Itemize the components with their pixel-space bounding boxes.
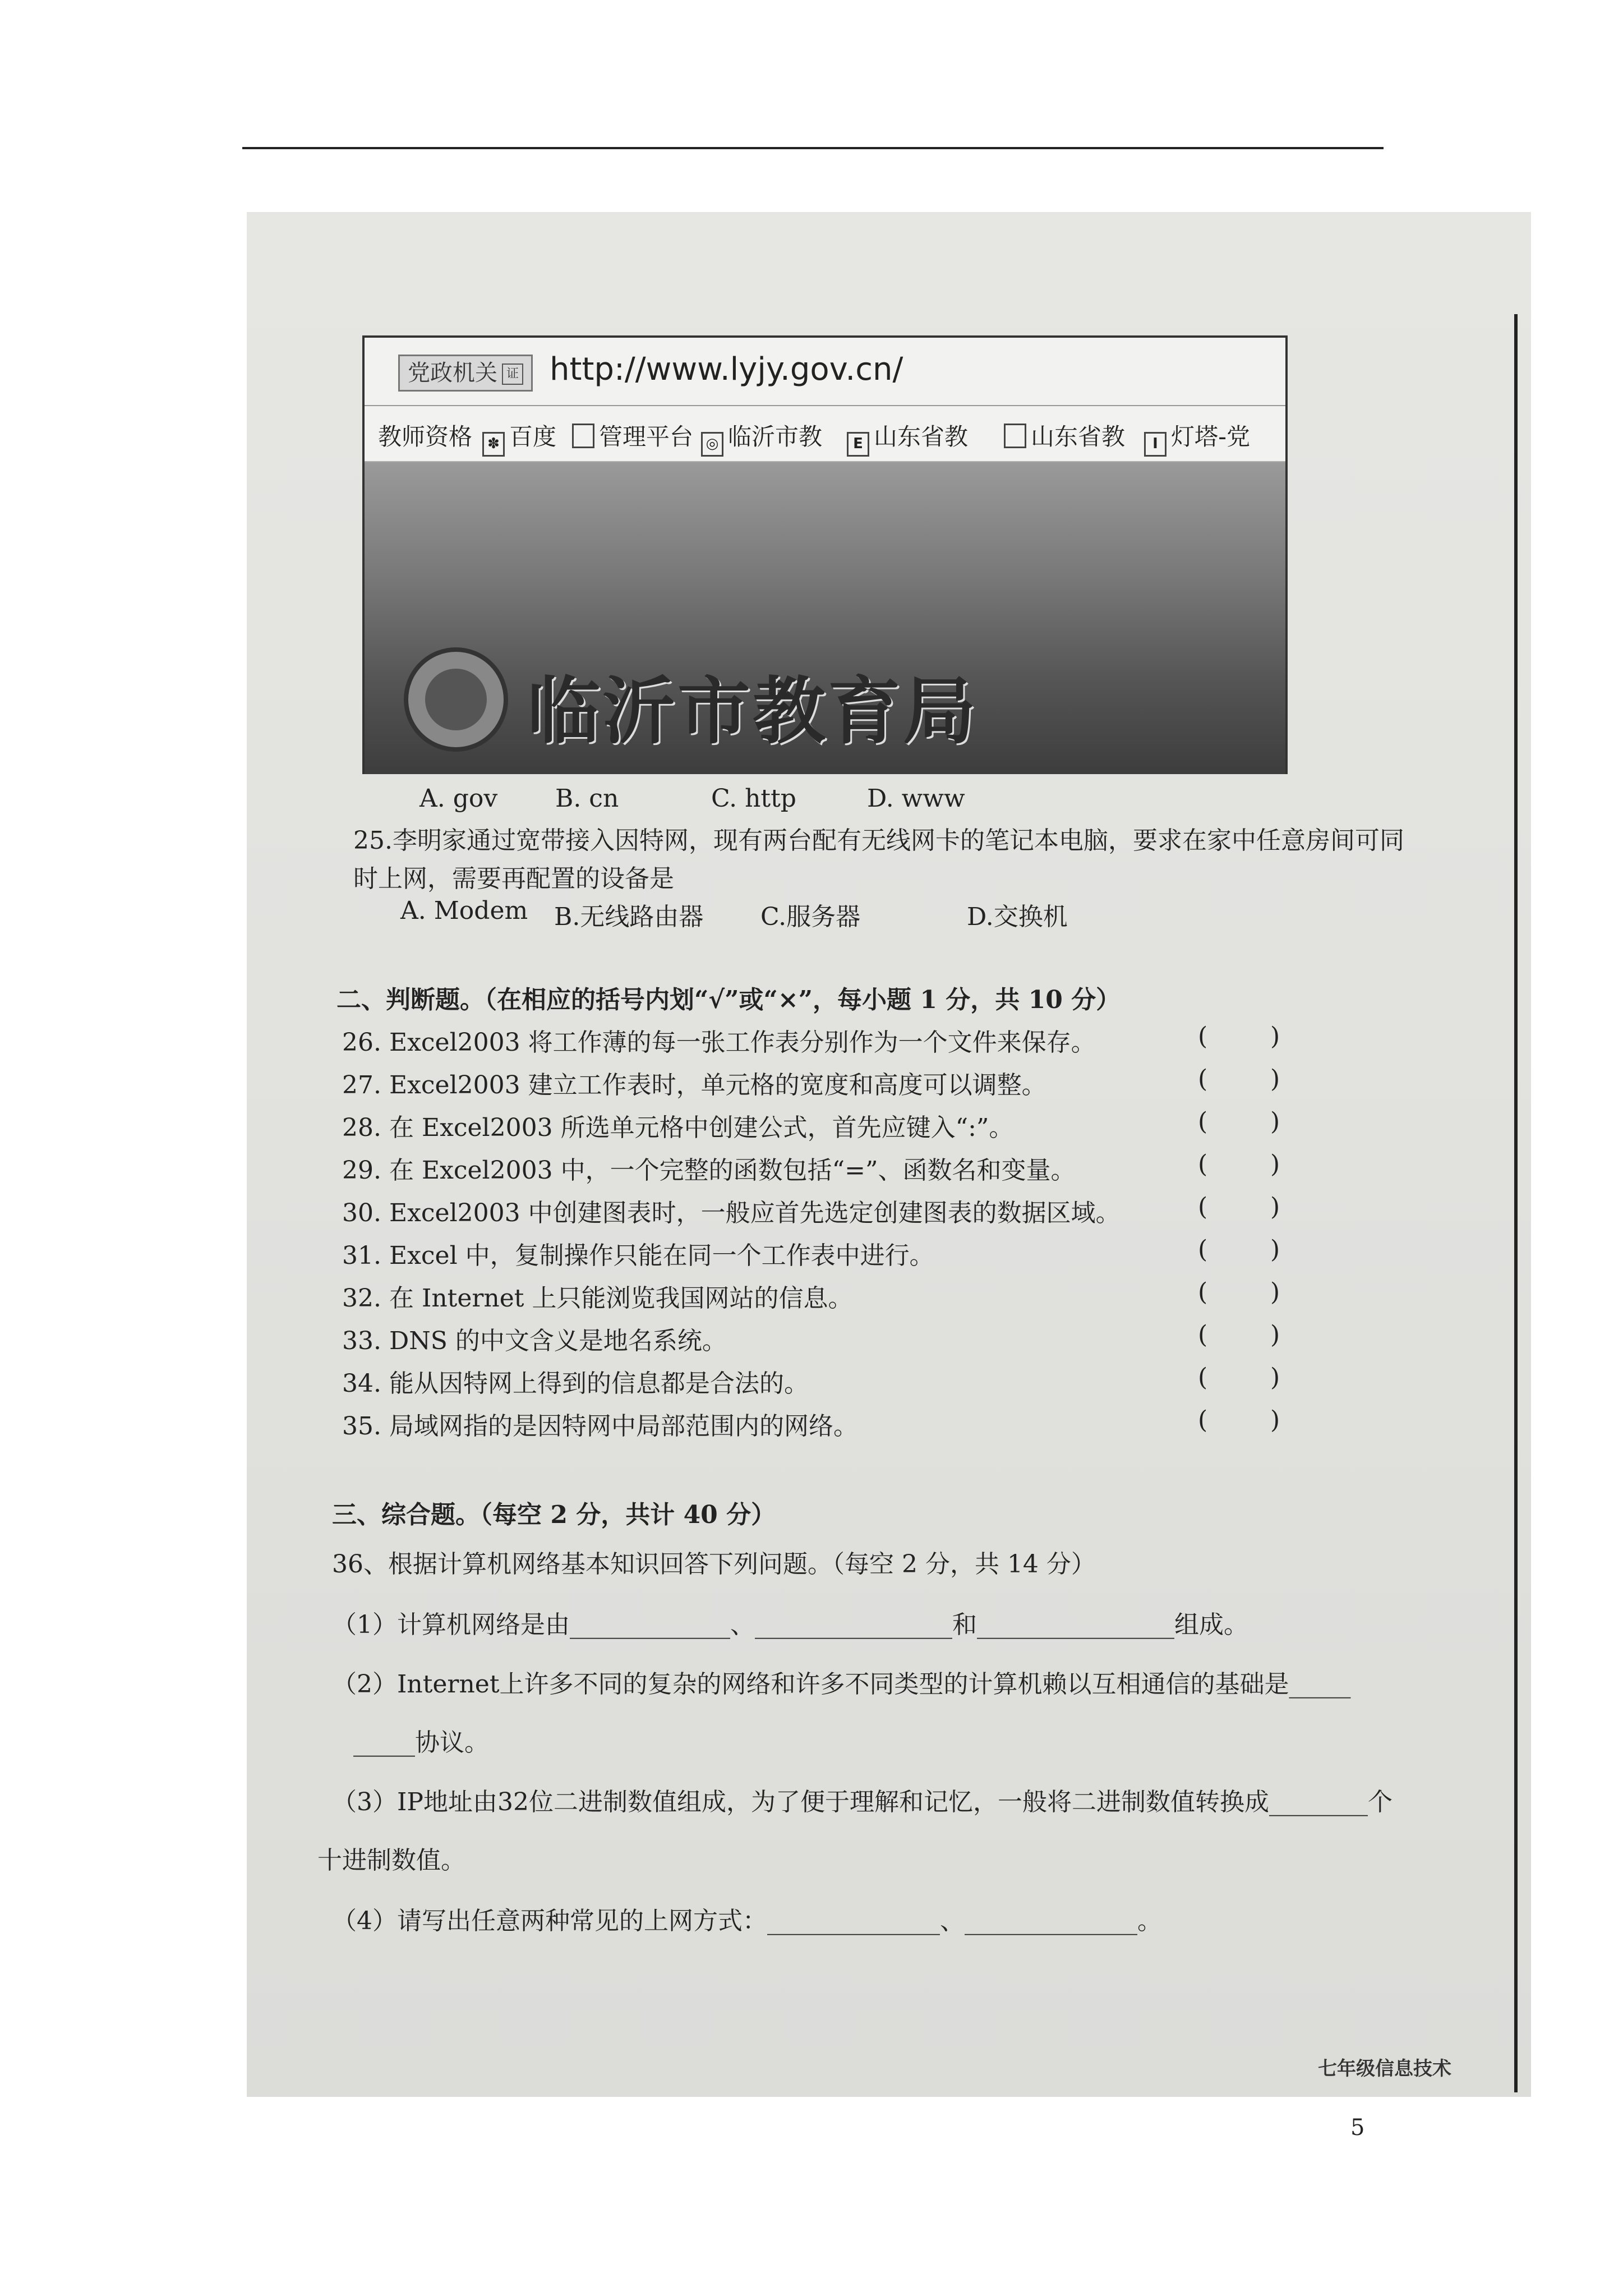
website-screenshot — [362, 335, 1288, 774]
judge-item: 27. Excel2003 建立工作表时，单元格的宽度和高度可以调整。 — [342, 1071, 1046, 1099]
gov-tag: 党政机关 证 — [398, 355, 533, 392]
section3-heading: 三、综合题。（每空 2 分，共计 40 分） — [332, 1501, 776, 1529]
judge-item: 31. Excel 中，复制操作只能在同一个工作表中进行。 — [342, 1241, 934, 1270]
q25-option-c: C.服务器 — [760, 903, 861, 931]
globe-icon: ◎ — [701, 432, 723, 457]
footer-subject-label: 七年级信息技术 — [1318, 2058, 1451, 2080]
header-rule — [242, 147, 1384, 149]
banner-title: 临沂市教育局 — [527, 668, 979, 754]
q25-option-a: A. Modem — [400, 896, 528, 925]
q36-sub4: （4）请写出任意两种常见的上网方式：______________、______________。 — [332, 1907, 1162, 1935]
bookmark-item: 山东省教 — [1004, 418, 1125, 452]
answer-parentheses: ( ) — [1198, 1150, 1280, 1179]
answer-parentheses: ( ) — [1198, 1406, 1280, 1434]
q36-sub3-line2: 十进制数值。 — [317, 1846, 465, 1875]
bookmark-item: ◎ 临沂市教 — [701, 418, 822, 457]
judge-item: 28. 在 Excel2003 所选单元格中创建公式，首先应键入“:”。 — [342, 1114, 1014, 1142]
lighthouse-icon: I — [1144, 432, 1166, 457]
answer-parentheses: ( ) — [1198, 1320, 1280, 1349]
bookmark-bar — [365, 405, 1285, 462]
judge-item: 33. DNS 的中文含义是地名系统。 — [342, 1327, 727, 1355]
q36-sub2-line2: _____协议。 — [353, 1728, 489, 1757]
answer-parentheses: ( ) — [1198, 1235, 1280, 1264]
q24-option-d: D. www — [867, 784, 965, 813]
judge-item: 32. 在 Internet 上只能浏览我国网站的信息。 — [342, 1284, 853, 1313]
page-number: 5 — [1350, 2115, 1365, 2141]
bookmark-item: E 山东省教 — [847, 418, 968, 457]
q24-option-a: A. gov — [419, 784, 498, 813]
q36-sub2-line1: （2）Internet上许多不同的复杂的网络和许多不同类型的计算机赖以互相通信的基础是_____ — [332, 1670, 1351, 1699]
q25-line2: 时上网，需要再配置的设备是 — [353, 864, 674, 893]
q24-option-b: B. cn — [555, 784, 619, 813]
q25-option-b: B.无线路由器 — [554, 903, 704, 931]
judge-item: 29. 在 Excel2003 中，一个完整的函数包括“=”、函数名和变量。 — [342, 1156, 1076, 1185]
answer-parentheses: ( ) — [1198, 1193, 1280, 1221]
bookmark-item: 管理平台 — [572, 418, 693, 452]
judge-item: 30. Excel2003 中创建图表时，一般应首先选定创建图表的数据区域。 — [342, 1199, 1121, 1227]
certificate-icon: 证 — [502, 364, 523, 385]
bookmark-item: 教师资格 — [378, 423, 473, 450]
address-bar — [365, 338, 1285, 406]
emblem-icon — [404, 647, 508, 752]
page-icon — [572, 424, 594, 448]
paper-edge-line — [1514, 314, 1518, 2092]
page-icon — [1004, 424, 1026, 448]
q36-sub1: （1）计算机网络是由_____________、________________和________________组成。 — [332, 1611, 1248, 1639]
answer-parentheses: ( ) — [1198, 1065, 1280, 1093]
answer-parentheses: ( ) — [1198, 1363, 1280, 1392]
judge-item: 35. 局域网指的是因特网中局部范围内的网络。 — [342, 1412, 858, 1441]
q36-sub3-line1: （3）IP地址由32位二进制数值组成，为了便于理解和记忆，一般将二进制数值转换成________个 — [332, 1788, 1393, 1816]
q25-line1: 25.李明家通过宽带接入因特网，现有两台配有无线网卡的笔记本电脑，要求在家中任意房间可同 — [353, 826, 1404, 855]
section2-heading: 二、判断题。（在相应的括号内划“√”或“×”，每小题 1 分，共 10 分） — [336, 986, 1121, 1014]
q25-option-d: D.交换机 — [967, 903, 1068, 931]
q24-option-c: C. http — [711, 784, 796, 813]
judge-item: 34. 能从因特网上得到的信息都是合法的。 — [342, 1369, 809, 1398]
answer-parentheses: ( ) — [1198, 1022, 1280, 1051]
bookmark-item: ✽ 百度 — [482, 418, 556, 457]
paw-icon: ✽ — [482, 432, 505, 457]
answer-parentheses: ( ) — [1198, 1278, 1280, 1306]
q36-stem: 36、根据计算机网络基本知识回答下列问题。（每空 2 分，共 14 分） — [332, 1550, 1096, 1579]
banner-image — [365, 462, 1285, 774]
judge-item: 26. Excel2003 将工作薄的每一张工作表分别作为一个文件来保存。 — [342, 1028, 1096, 1057]
answer-parentheses: ( ) — [1198, 1107, 1280, 1136]
bookmark-item: I 灯塔-党 — [1144, 418, 1250, 457]
url-text: http://www.lyjy.gov.cn/ — [550, 351, 903, 388]
letter-e-icon: E — [847, 432, 869, 457]
